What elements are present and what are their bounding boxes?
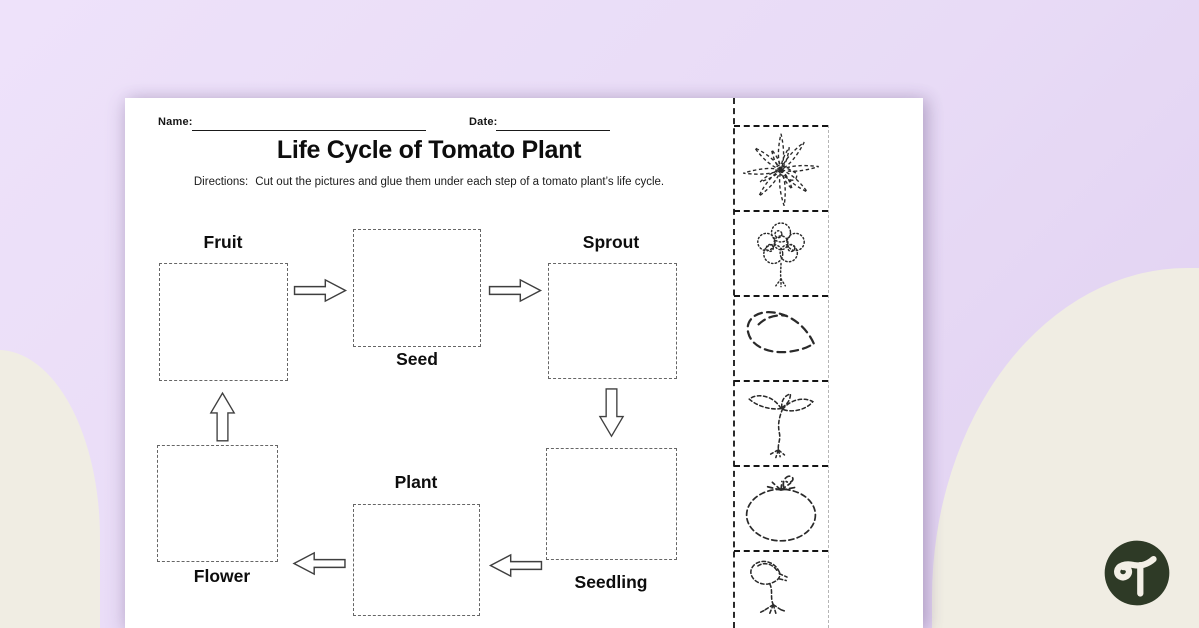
step-label-fruit: Fruit xyxy=(203,232,243,252)
glue-box-seedling xyxy=(546,448,677,560)
glue-box-plant xyxy=(353,504,480,616)
date-label: Date: xyxy=(469,116,498,128)
cutout-cell-tomato-fruit xyxy=(734,465,828,550)
germinating-seedling-icon xyxy=(738,553,824,627)
name-write-line xyxy=(192,130,426,131)
step-label-flower: Flower xyxy=(193,566,251,586)
arrow-flower-to-fruit-icon xyxy=(209,388,236,445)
arrow-seedling-to-plant-icon xyxy=(488,553,543,578)
tomato-sprout-icon xyxy=(738,385,824,463)
cutout-cell-mature-plant xyxy=(734,210,828,295)
background-blob-left xyxy=(0,350,100,628)
worksheet-title: Life Cycle of Tomato Plant xyxy=(276,136,582,164)
step-label-seed: Seed xyxy=(396,349,438,369)
glue-box-flower xyxy=(157,445,278,562)
tomato-plant-rosette-icon xyxy=(738,130,824,208)
tomato-fruit-icon xyxy=(738,470,824,548)
teach-starter-logo xyxy=(1104,540,1170,606)
arrow-plant-to-flower-icon xyxy=(291,551,347,576)
glue-box-sprout xyxy=(548,263,677,379)
cutout-cell-sprout xyxy=(734,380,828,465)
cutout-strip-right-line xyxy=(828,125,829,628)
glue-box-fruit xyxy=(159,263,288,381)
step-label-seedling: Seedling xyxy=(574,572,648,592)
cutout-cell-rosette xyxy=(734,125,828,210)
mature-tomato-plant-icon xyxy=(738,215,824,293)
directions-label: Directions: xyxy=(193,176,249,188)
glue-box-seed xyxy=(353,229,481,347)
cutout-cell-seed xyxy=(734,295,828,380)
directions xyxy=(125,176,733,188)
sprout-logo-icon xyxy=(1104,540,1170,606)
date-write-line xyxy=(496,130,610,131)
cutout-cell-seedling xyxy=(734,550,828,628)
step-label-sprout: Sprout xyxy=(582,232,640,252)
tomato-seed-icon xyxy=(738,300,824,378)
step-label-plant: Plant xyxy=(394,472,438,492)
directions-text: Cut out the pictures and glue them under each step of a tomato plant’s life cycle. xyxy=(255,176,665,188)
arrow-seed-to-sprout-icon xyxy=(488,278,543,303)
arrow-fruit-to-seed-icon xyxy=(293,278,348,303)
name-label: Name: xyxy=(158,116,193,128)
worksheet-page xyxy=(125,98,923,628)
arrow-sprout-to-seedling-icon xyxy=(598,388,625,438)
